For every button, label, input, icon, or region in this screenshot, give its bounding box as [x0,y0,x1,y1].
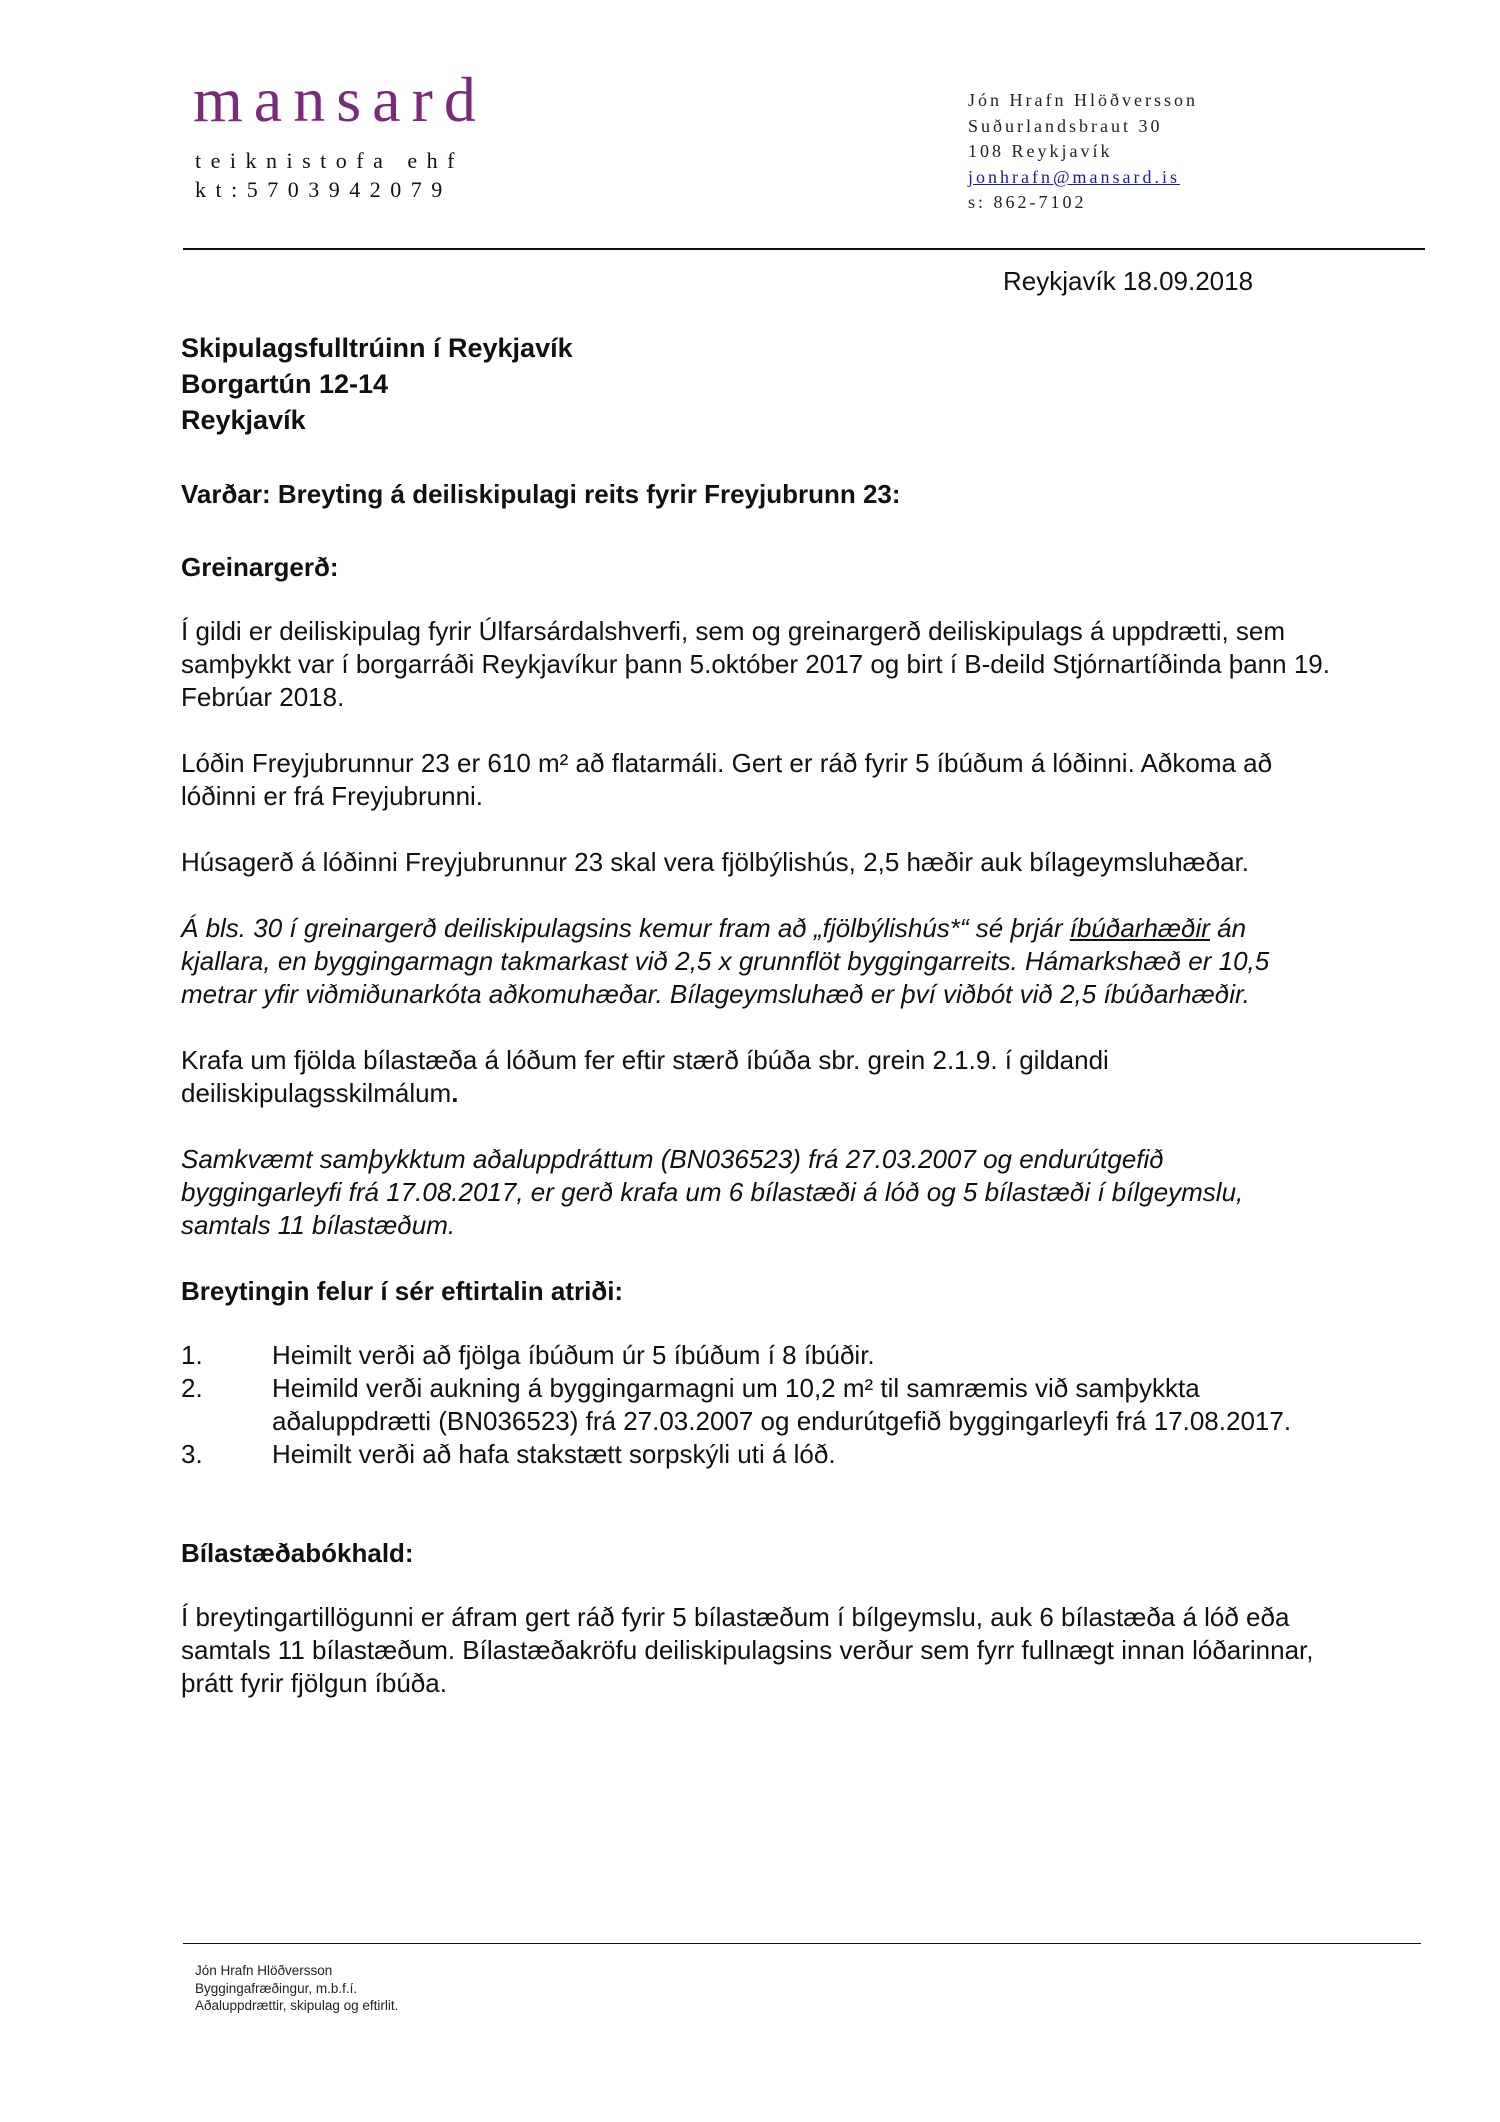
parking-requirement-period: . [451,1078,459,1108]
list-item-text: Heimilt verði að hafa stakstætt sorpskýli uti á lóð. [272,1439,836,1469]
recipient-address [181,330,1331,438]
list-item-number: 2. [181,1373,203,1403]
plan-excerpt-part1: Á bls. 30 í greinargerð deiliskipulagsins kemur fram að „fjölbýlishús*“ sé þrjár [181,913,1070,943]
footer-title: Byggingafræðingur, m.b.f.í. [195,1980,358,1996]
paragraph-parking-accounting: Í breytingartillögunni er áfram gert ráð fyrir 5 bílastæðum í bílgeymslu, auk 6 bílastæða á lóð eða samtals 11 bílastæðum. Bílastæðakröfu deiliskipulagsins verður sem fyrr fullnægt innan lóðarinnar, þrátt fyrir fjölgun íbúða. [181,1602,1314,1698]
company-id-number: kt:5703942079 [195,177,452,202]
section-heading-changes: Breytingin felur í sér eftirtalin atriði: [181,1276,624,1306]
company-subtitle: teiknistofa ehf [195,148,464,173]
footer-signature [195,1962,398,2015]
sender-phone: s: 862-7102 [968,192,1087,212]
letter-subject: Varðar: Breyting á deiliskipulagi reits fyrir Freyjubrunn 23: [181,479,901,509]
paragraph-plan-excerpt [181,912,1331,1011]
changes-list [181,1339,1331,1471]
list-item [181,1339,1331,1372]
company-logo: mansard [193,64,487,135]
recipient-line3: Reykjavík [181,405,306,435]
list-item [181,1438,1331,1471]
paragraph-lot-info: Lóðin Freyjubrunnur 23 er 610 m² að flatarmáli. Gert er ráð fyrir 5 íbúðum á lóðinni. Aðkoma að lóðinni er frá Freyjubrunni. [181,748,1273,811]
paragraph-current-plan: Í gildi er deiliskipulag fyrir Úlfarsárdalshverfi, sem og greinargerð deiliskipulags á uppdrætti, sem samþykkt var í borgarráði Reykjavíkur þann 5.október 2017 og birt í B-deild Stjórnartíðinda þann 19. Febrúar 2018. [181,616,1330,712]
plan-excerpt-underlined: íbúðarhæðir [1069,913,1210,943]
sender-city: 108 Reykjavík [968,141,1113,161]
sender-address-block [968,88,1198,216]
sender-street: Suðurlandsbraut 30 [968,115,1163,136]
list-item-text: Heimilt verði að fjölga íbúðum úr 5 íbúðum í 8 íbúðir. [272,1340,875,1370]
list-item [181,1372,1331,1438]
list-item-text: Heimild verði aukning á byggingarmagni um 10,2 m² til samræmis við samþykkta aðaluppdrætti (BN036523) frá 27.03.2007 og endurútgefið byggingarleyfi frá 17.08.2017. [272,1373,1292,1436]
list-item-number: 3. [181,1439,203,1469]
letter-body [181,330,1331,1733]
paragraph-approved-drawings: Samkvæmt samþykktum aðaluppdráttum (BN036523) frá 27.03.2007 og endurútgefið byggingarleyfi frá 17.08.2017, er gerð krafa um 6 bílastæði á lóð og 5 bílastæði í bílgeymslu, samtals 11 bílastæðum. [181,1144,1244,1240]
footer-divider [183,1943,1421,1944]
paragraph-building-type: Húsagerð á lóðinni Freyjubrunnur 23 skal vera fjölbýlishús, 2,5 hæðir auk bílageymsluhæðar. [181,847,1250,877]
paragraph-parking-requirement [181,1044,1331,1110]
sender-email-link[interactable]: jonhrafn@mansard.is [968,166,1181,187]
recipient-line1: Skipulagsfulltrúinn í Reykjavík [181,333,573,363]
letter-date: Reykjavík 18.09.2018 [1003,266,1254,296]
plan-excerpt-part2: án kjallara, en byggingarmagn takmarkast við 2,5 x grunnflöt byggingarreits. Hámarkshæð er 10,5 metrar yfir viðmiðunarkóta aðkomuhæðar. Bílageymsluhæð er því viðbót við 2,5 íbúðarhæðir. [181,913,1270,1009]
parking-requirement-text: Krafa um fjölda bílastæða á lóðum fer eftir stærð íbúða sbr. grein 2.1.9. í gildandi deiliskipulagsskilmálum [181,1045,1109,1108]
section-heading-greinargerd: Greinargerð: [181,552,339,582]
section-heading-parking: Bílastæðabókhald: [181,1538,414,1568]
footer-name: Jón Hrafn Hlöðversson [195,1963,333,1978]
company-tagline [195,146,464,204]
recipient-line2: Borgartún 12-14 [181,369,389,399]
header-divider [183,248,1425,250]
list-item-number: 1. [181,1340,203,1370]
sender-name: Jón Hrafn Hlöðversson [968,90,1198,110]
footer-services: Aðaluppdrættir, skipulag og eftirlit. [195,1998,399,2013]
